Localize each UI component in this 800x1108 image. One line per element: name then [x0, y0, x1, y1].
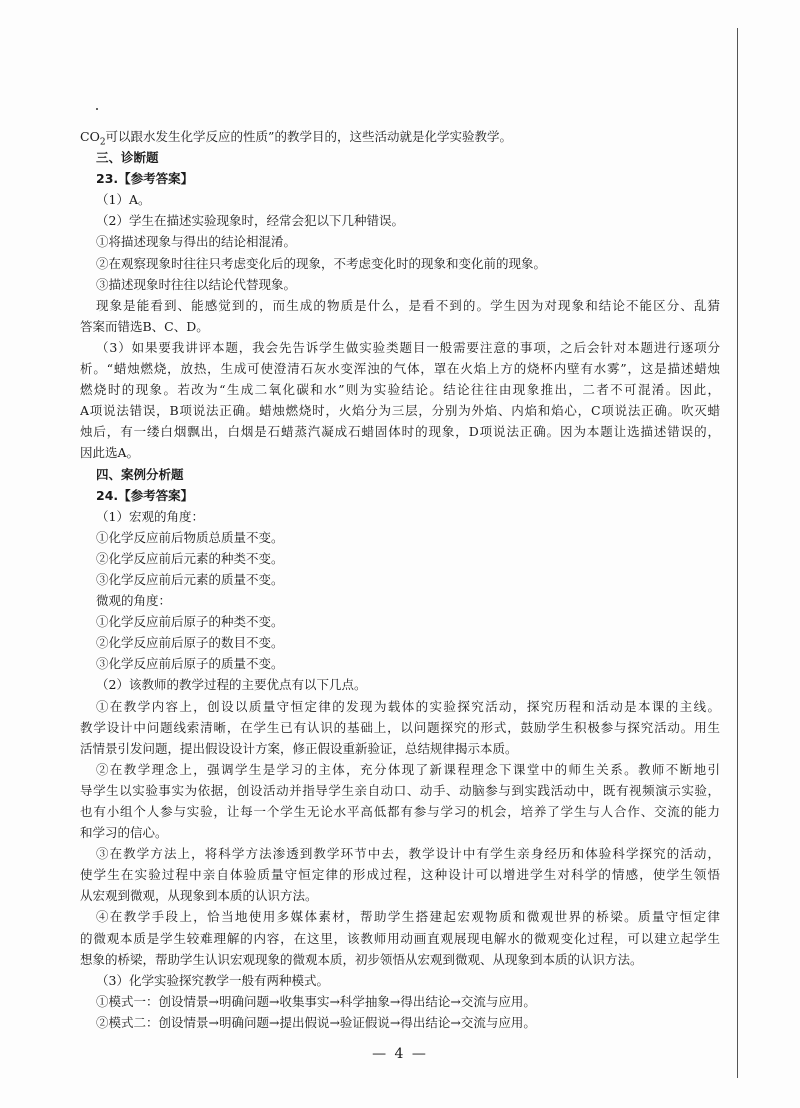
- q24-concept-para-line2: 导学生以实验事实为依据，创设活动并指导学生亲自动口、动手、动脑参与到实践活动中，既有视频演示实验，: [80, 782, 720, 798]
- q23-para2-line2: 析。“蜡烛燃烧，放热，生成可使澄清石灰水变浑浊的气体，罩在火焰上方的烧杯内壁有水雾”，这是描述蜡烛: [80, 361, 720, 377]
- q23-para2-line6: 因此选A。: [80, 445, 140, 461]
- q23-para2-line5: 烛后，有一缕白烟飘出，白烟是石蜡蒸汽凝成石蜡固体时的现象，D项说法正确。因为本题让选描述错误的，: [80, 424, 720, 440]
- q23-para2-line1: （3）如果要我讲评本题，我会先告诉学生做实验类题目一般需要注意的事项，之后会针对本题进行逐项分: [96, 339, 720, 355]
- q23-answer-1: （1）A。: [96, 192, 151, 208]
- q24-micro-2: ②化学反应前后原子的数目不变。: [96, 635, 284, 651]
- q24-content-para-line1: ①在教学内容上，创设以质量守恒定律的发现为载体的实验探究活动，探究历程和活动是本课的主线。: [96, 698, 720, 714]
- q23-error-2: ②在观察现象时往往只考虑变化后的现象，不考虑变化时的现象和变化前的现象。: [96, 255, 547, 271]
- q23-error-3: ③描述现象时往往以结论代替现象。: [96, 276, 297, 292]
- q24-macro-3: ③化学反应前后元素的质量不变。: [96, 571, 284, 587]
- q24-macro-heading: （1）宏观的角度：: [96, 508, 204, 524]
- q24-micro-3: ③化学反应前后原子的质量不变。: [96, 656, 284, 672]
- scan-speck: [96, 108, 98, 110]
- q23-para1-line2: 答案而错选B、C、D。: [80, 318, 209, 334]
- section-title-case-analysis: 四、案例分析题: [96, 466, 184, 482]
- q24-answer-2: （2）该教师的教学过程的主要优点有以下几点。: [96, 677, 367, 693]
- q24-mode-2: ②模式二：创设情景→明确问题→提出假说→验证假说→得出结论→交流与应用。: [96, 1014, 536, 1030]
- q24-means-para-line1: ④在教学手段上，恰当地使用多媒体素材，帮助学生搭建起宏观物质和微观世界的桥梁。质量守恒定律: [96, 909, 720, 925]
- q23-answer-2: （2）学生在描述实验现象时，经常会犯以下几种错误。: [96, 213, 404, 229]
- co-line-rest: 可以跟水发生化学反应的性质”的教学目的，这些活动就是化学实验教学。: [105, 129, 512, 144]
- answer-content: [80, 126, 720, 1033]
- q24-concept-para-line3: 也有小组个人参与实验，让每一个学生无论水平高低都有参与学习的机会，培养了学生与人合作、交流的能力: [80, 804, 720, 819]
- q24-means-para-line2: 的微观本质是学生较难理解的内容，在这里，该教师用动画直观展现电解水的微观变化过程，可以建立起学生: [80, 930, 720, 946]
- q24-content-para-line3: 活情景引发问题，提出假设设计方案，修正假设重新验证，总结规律揭示本质。: [80, 740, 518, 756]
- q24-method-para-line1: ③在教学方法上，将科学方法渗透到教学环节中去，教学设计中有学生亲身经历和体验科学探究的活动，: [96, 846, 720, 862]
- q24-mode-1: ①模式一：创设情景→明确问题→收集事实→科学抽象→得出结论→交流与应用。: [96, 993, 536, 1009]
- q23-para2-line3: 燃烧时的现象。若改为“生成二氧化碳和水”则为实验结论。结论往往由现象推出，二者不可混淆。因此，: [80, 382, 720, 398]
- q24-answer-3: （3）化学实验探究教学一般有两种模式。: [96, 972, 329, 988]
- q24-macro-2: ②化学反应前后元素的种类不变。: [96, 550, 284, 566]
- q23-title: 23.【参考答案】: [96, 171, 194, 187]
- co-subscript: 2: [99, 137, 106, 148]
- q23-para1-line1: 现象是能看到、能感觉到的，而生成的物质是什么，是看不到的。学生因为对现象和结论不能区分、乱猜: [96, 297, 720, 313]
- q24-method-para-line2: 使学生在实验过程中亲自体验质量守恒定律的形成过程，这种设计可以增进学生对科学的情感，使学生领悟: [80, 867, 720, 883]
- q24-concept-para-line1: ②在教学理念上，强调学生是学习的主体，充分体现了新课程理念下课堂中的师生关系。教师不断地引: [96, 761, 720, 777]
- q24-method-para-line3: 从宏观到微观，从现象到本质的认识方法。: [80, 888, 318, 904]
- q24-macro-1: ①化学反应前后物质总质量不变。: [96, 529, 284, 545]
- q24-micro-1: ①化学反应前后原子的种类不变。: [96, 614, 284, 630]
- section-title-diagnosis: 三、诊断题: [96, 150, 159, 166]
- q24-content-para-line2: 教学设计中问题线索清晰，在学生已有认识的基础上，以问题探究的形式，鼓励学生积极参与探究活动。用生: [80, 719, 720, 735]
- q24-title: 24.【参考答案】: [96, 487, 194, 503]
- q24-concept-para-line4: 和学习的信心。: [80, 825, 168, 841]
- scan-edge-line: [737, 28, 738, 1078]
- q23-para2-line4: A项说法错误，B项说法正确。蜡烛燃烧时，火焰分为三层，分别为外焰、内焰和焰心，C项说法正确。吹灭蜡: [80, 403, 720, 419]
- page-number: — 4 —: [372, 1046, 428, 1062]
- co-text: CO: [80, 129, 100, 144]
- q23-error-1: ①将描述现象与得出的结论相混淆。: [96, 234, 297, 250]
- text-line: [80, 126, 720, 147]
- q24-means-para-line3: 想象的桥梁，帮助学生认识宏观现象的微观本质，初步领悟从宏观到微观、从现象到本质的认识方法。: [80, 951, 643, 967]
- q24-micro-heading: 微观的角度：: [96, 593, 172, 609]
